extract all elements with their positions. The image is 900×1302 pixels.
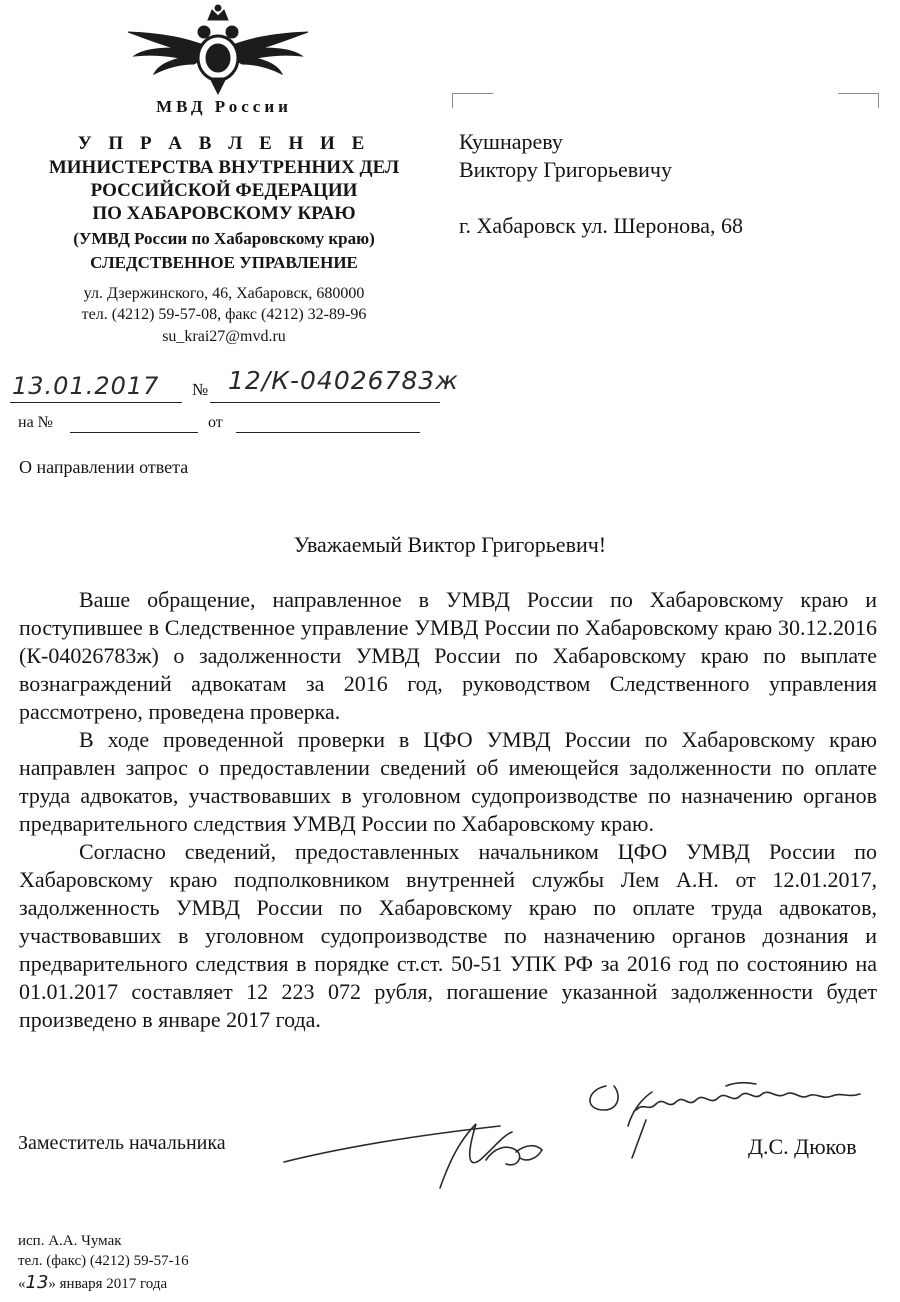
registration-number: 12/К-04026783ж — [228, 366, 459, 395]
recipient-surname: Кушнареву — [459, 129, 563, 154]
registration-number-line — [210, 402, 440, 403]
reference-date-line — [236, 432, 420, 433]
letterhead-email: su_krai27@mvd.ru — [162, 328, 286, 345]
addressee-corner-left — [452, 93, 493, 108]
letterhead-phone: тел. (4212) 59-57-08, факс (4212) 32-89-96 — [81, 306, 367, 323]
greeting: Уважаемый Виктор Григорьевич! — [293, 532, 607, 557]
ministry-name: МВД России — [156, 97, 292, 116]
addressee-corner-right — [838, 93, 879, 108]
department-line-3: ПО ХАБАРОВСКОМУ КРАЮ — [92, 203, 356, 224]
recipient-address: г. Хабаровск ул. Шеронова, 68 — [459, 213, 743, 238]
recipient-name: Виктору Григорьевичу — [459, 157, 672, 182]
signatory-name: Д.С. Дюков — [748, 1134, 857, 1159]
registration-date-line — [10, 402, 182, 403]
letter-date — [18, 1273, 167, 1294]
executor-name: исп. А.А. Чумак — [18, 1233, 122, 1249]
signatory-position: Заместитель начальника — [18, 1132, 226, 1154]
department-line-2: РОССИЙСКОЙ ФЕДЕРАЦИИ — [90, 180, 358, 201]
letter-subject: О направлении ответа — [19, 457, 189, 477]
body-paragraph-2: В ходе проведенной проверки в ЦФО УМВД России по Хабаровскому краю направлен запрос о предоставлении сведений об имеющейся задолженности по оплате труда адвокатов, участвовавших в уголовном судопроизводстве по назначению органов предварительного следствия УМВД России по Хабаровскому краю. — [19, 727, 877, 836]
letter-body — [19, 586, 877, 1034]
body-paragraph-3: Согласно сведений, предоставленных начальником ЦФО УМВД России по Хабаровскому краю подполковником внутренней службы Лем А.Н. от 12.01.2017, задолженность УМВД России по Хабаровскому краю по оплате труда адвокатов, участвовавших в уголовном судопроизводстве по назначению органов дознания и предварительного следствия в порядке ст.ст. 50-51 УПК РФ за 2016 год по состоянию на 01.01.2017 составляет 12 223 072 рубля, погашение указанной задолженности будет произведено в январе 2017 года. — [19, 839, 877, 1032]
reference-number-label: на № — [18, 414, 53, 431]
executor-phone: тел. (факс) (4212) 59-57-16 — [18, 1253, 189, 1269]
reference-date-label: от — [208, 414, 223, 431]
body-paragraph-1: Ваше обращение, направленное в УМВД России по Хабаровскому краю и поступившее в Следственное управление УМВД России по Хабаровскому краю 30.12.2016 (К-04026783ж) о задолженности УМВД России по Хабаровскому краю по выплате вознаграждений адвокатам за 2016 год, руководством Следственного управления рассмотрено, проведена проверка. — [19, 587, 877, 724]
registration-date: 13.01.2017 — [12, 372, 160, 400]
directorate-title: У П Р А В Л Е Н И Е — [77, 133, 371, 154]
department-line-5: СЛЕДСТВЕННОЕ УПРАВЛЕНИЕ — [90, 253, 358, 272]
reference-number-line — [70, 432, 198, 433]
registration-number-label: № — [192, 380, 209, 399]
date-day: 13 — [25, 1272, 49, 1293]
department-line-4: (УМВД России по Хабаровскому краю) — [73, 229, 375, 248]
letterhead-address: ул. Дзержинского, 46, Хабаровск, 680000 — [83, 285, 365, 302]
department-line-1: МИНИСТЕРСТВА ВНУТРЕННИХ ДЕЛ — [48, 157, 400, 178]
date-rest: » января 2017 года — [48, 1276, 168, 1292]
handwritten-signature — [280, 1100, 555, 1196]
double-headed-eagle-emblem-icon — [120, 4, 316, 96]
date-open-quote: « — [18, 1276, 26, 1292]
